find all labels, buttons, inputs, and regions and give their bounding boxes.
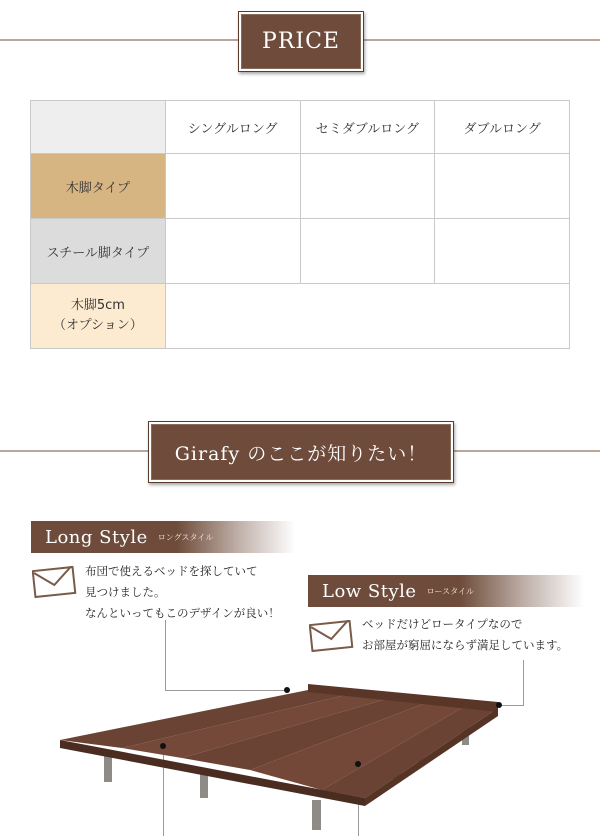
price-cell (435, 154, 570, 219)
row-label-wood-leg: 木脚タイプ (31, 154, 166, 219)
callout-dot (496, 702, 502, 708)
price-cell (165, 154, 300, 219)
low-style-quote (362, 614, 568, 656)
row-label-option (31, 284, 166, 349)
option-price-cell (165, 284, 569, 349)
price-cell (435, 219, 570, 284)
quote-line: 見つけました。 (85, 585, 166, 599)
bed-leg (312, 800, 321, 830)
quote-line: お部屋が窮屈にならず満足しています。 (362, 638, 569, 652)
quote-line: 布団で使えるベッドを探していて (85, 564, 258, 578)
long-style-banner (31, 521, 295, 553)
column-header-single-long: シングルロング (165, 101, 300, 154)
table-row-wood-leg (31, 154, 570, 219)
envelope-icon (309, 620, 355, 652)
table-row-steel-leg (31, 219, 570, 284)
table-header-row (31, 101, 570, 154)
bed-illustration (60, 672, 510, 836)
feature-heading-plate (148, 421, 454, 483)
column-header-semi-double-long: セミダブルロング (300, 101, 435, 154)
quote-line: なんといってもこのデザインが良い！ (85, 606, 280, 620)
callout-line (523, 660, 524, 705)
quote-line: ベッドだけどロータイプなので (362, 617, 523, 631)
table-row-option (31, 284, 570, 349)
price-heading-plate (238, 11, 364, 72)
low-style-subtitle: ロースタイル (426, 586, 475, 596)
low-style-title: Low Style (322, 580, 417, 602)
price-table (30, 100, 570, 349)
column-header-double-long: ダブルロング (435, 101, 570, 154)
callout-dot (160, 743, 166, 749)
callout-dot (284, 687, 290, 693)
callout-dot (355, 761, 361, 767)
long-style-title: Long Style (45, 526, 148, 548)
option-label-line1: 木脚5cm (70, 298, 125, 313)
long-style-subtitle: ロングスタイル (157, 532, 214, 542)
price-cell (300, 154, 435, 219)
price-cell (165, 219, 300, 284)
long-style-quote (85, 561, 280, 624)
table-corner-cell (31, 101, 166, 154)
envelope-icon (32, 566, 78, 598)
price-heading: PRICE (262, 29, 340, 54)
low-style-banner (308, 575, 584, 607)
price-cell (300, 219, 435, 284)
row-label-steel-leg: スチール脚タイプ (31, 219, 166, 284)
feature-heading: Girafy のここが知りたい！ (174, 442, 428, 465)
option-label-line2: （オプション） (52, 318, 143, 333)
